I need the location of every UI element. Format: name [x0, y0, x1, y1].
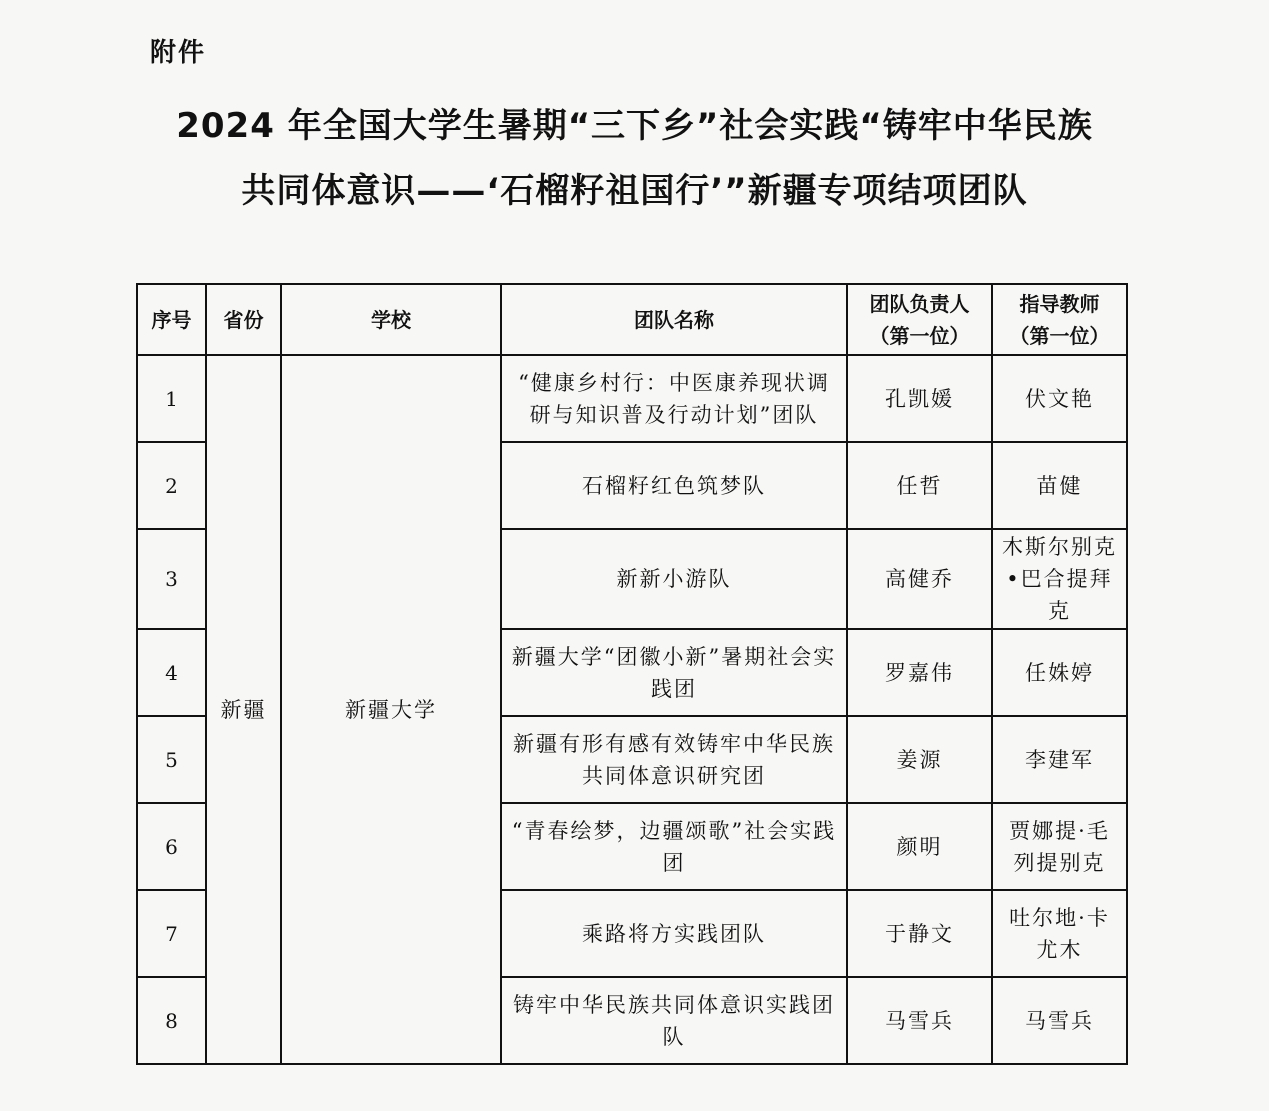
header-team-leader	[847, 284, 992, 355]
document-title-line-2: 共同体意识——‘石榴籽祖国行’”新疆专项结项团队	[241, 171, 1028, 211]
header-advisor-line-1: 指导教师	[1019, 291, 1100, 316]
header-advisor	[992, 284, 1127, 355]
cell-advisor: 苗健	[992, 442, 1127, 529]
cell-province: 新疆	[206, 355, 281, 1064]
cell-seq: 1	[137, 355, 206, 442]
cell-team-leader: 马雪兵	[847, 977, 992, 1064]
header-team-name: 团队名称	[501, 284, 847, 355]
attachment-label: 附件	[150, 38, 207, 68]
teams-table	[136, 283, 1128, 1065]
cell-seq: 4	[137, 629, 206, 716]
cell-team-leader: 高健乔	[847, 529, 992, 629]
cell-school: 新疆大学	[281, 355, 501, 1064]
cell-advisor: 贾娜提·毛列提别克	[992, 803, 1127, 890]
cell-advisor: 木斯尔别克•巴合提拜克	[992, 529, 1127, 629]
cell-team-name: 新新小游队	[501, 529, 847, 629]
document-title-line-1: 2024 年全国大学生暑期“三下乡”社会实践“铸牢中华民族	[176, 106, 1093, 146]
header-school: 学校	[281, 284, 501, 355]
cell-seq: 5	[137, 716, 206, 803]
cell-team-name: 铸牢中华民族共同体意识实践团队	[501, 977, 847, 1064]
cell-seq: 8	[137, 977, 206, 1064]
header-team-leader-line-2: （第一位）	[869, 323, 970, 348]
cell-team-leader: 任哲	[847, 442, 992, 529]
cell-team-leader: 孔凯媛	[847, 355, 992, 442]
cell-seq: 6	[137, 803, 206, 890]
cell-team-leader: 罗嘉伟	[847, 629, 992, 716]
cell-seq: 2	[137, 442, 206, 529]
cell-advisor: 吐尔地·卡尤木	[992, 890, 1127, 977]
cell-advisor: 马雪兵	[992, 977, 1127, 1064]
header-seq: 序号	[137, 284, 206, 355]
header-province: 省份	[206, 284, 281, 355]
cell-advisor: 李建军	[992, 716, 1127, 803]
cell-team-name: “健康乡村行：中医康养现状调研与知识普及行动计划”团队	[501, 355, 847, 442]
table-row	[137, 355, 1127, 442]
header-team-leader-line-1: 团队负责人	[869, 291, 970, 316]
table-header-row	[137, 284, 1127, 355]
cell-team-name: 石榴籽红色筑梦队	[501, 442, 847, 529]
cell-advisor: 伏文艳	[992, 355, 1127, 442]
cell-team-name: 新疆有形有感有效铸牢中华民族共同体意识研究团	[501, 716, 847, 803]
cell-advisor: 任姝婷	[992, 629, 1127, 716]
cell-team-name: 新疆大学“团徽小新”暑期社会实践团	[501, 629, 847, 716]
cell-team-leader: 于静文	[847, 890, 992, 977]
cell-seq: 3	[137, 529, 206, 629]
cell-seq: 7	[137, 890, 206, 977]
cell-team-leader: 颜明	[847, 803, 992, 890]
cell-team-leader: 姜源	[847, 716, 992, 803]
cell-team-name: 乘路将方实践团队	[501, 890, 847, 977]
cell-team-name: “青春绘梦，边疆颂歌”社会实践团	[501, 803, 847, 890]
header-advisor-line-2: （第一位）	[1009, 323, 1110, 348]
